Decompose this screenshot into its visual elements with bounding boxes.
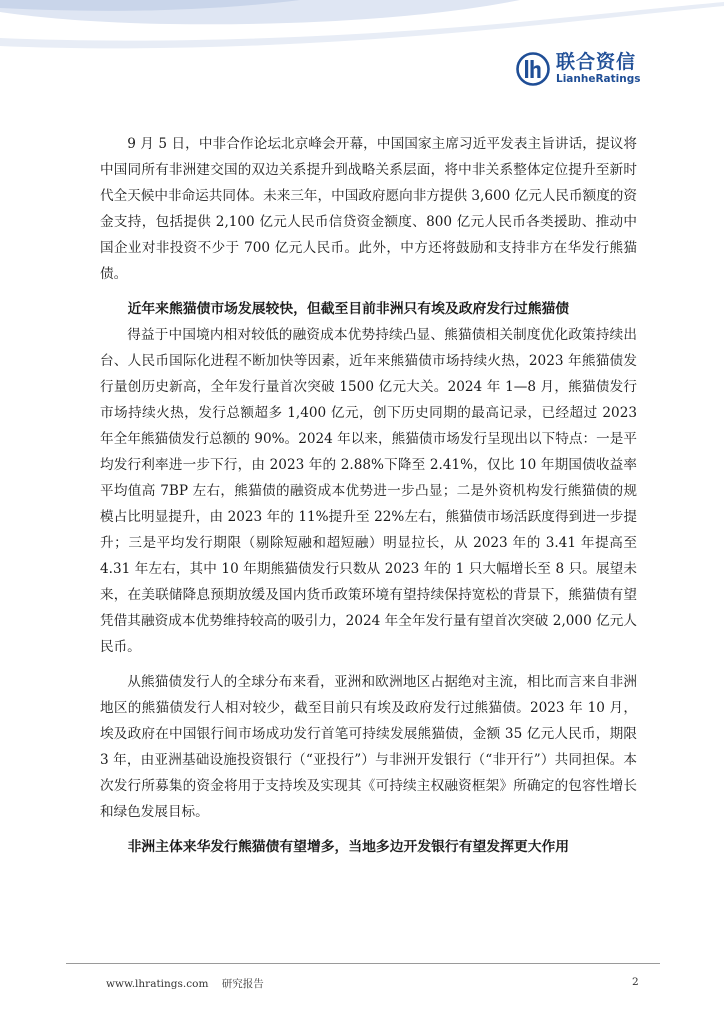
footer-doc-type: 研究报告 [221, 978, 264, 990]
paragraph-forum-summit: 9 月 5 日，中非合作论坛北京峰会开幕，中国国家主席习近平发表主旨讲话，提议将中国同所有非洲建交国的双边关系提升到战略关系层面，将中非关系整体定位提升至新时代全天候中非命运共同体。未来三年，中国政府愿向非方提供 3,600 亿元人民币额度的资金支持，包括提供 2,100 亿元人民币信贷资金额度、800 亿元人民币各类援助、推动中国企业对非投资不少于 700 亿元人民币。此外，中方还将鼓励和支持非方在华发行熊猫债。 [100, 136, 637, 282]
section-heading-panda-bond-market: 近年来熊猫债市场发展较快，但截至目前非洲只有埃及政府发行过熊猫债 [127, 301, 570, 317]
paragraph-market-trends: 得益于中国境内相对较低的融资成本优势持续凸显、熊猫债相关制度优化政策持续出台、人民币国际化进程不断加快等因素，近年来熊猫债市场持续火热，2023 年熊猫债发行量创历史新高，全年发行量首次突破 1500 亿元大关。2024 年 1—8 月，熊猫债发行市场持续火热，发行总额超多 1,400 亿元，创下历史同期的最高记录，已经超过 2023 年全年熊猫债发行总额的 90%。2024 年以来，熊猫债市场发行呈现出以下特点：一是平均发行利率进一步下行，由 2023 年的 2.88%下降至 2.41%，仅比 10 年期国债收益率平均值高 7BP 左右，熊猫债的融资成本优势进一步凸显；二是外资机构发行熊猫债的规模占比明显提升，由 2023 年的 11%提升至 22%左右，熊猫债市场活跃度得到进一步提升；三是平均发行期限（剔除短融和超短融）明显拉长，从 2023 年的 3.41 年提高至 4.31 年左右，其中 10 年期熊猫债发行只数从 2023 年的 1 只大幅增长至 8 只。展望未来，在美联储降息预期放缓及国内货币政策环境有望持续保持宽松的背景下，熊猫债有望凭借其融资成本优势维持较高的吸引力，2024 年全年发行量有望首次突破 2,000 亿元人民币。 [100, 327, 637, 655]
section-heading-african-issuers: 非洲主体来华发行熊猫债有望增多，当地多边开发银行有望发挥更大作用 [127, 839, 570, 855]
logo-english-name: LianheRatings [556, 73, 641, 85]
footer-website-link[interactable]: www.lhratings.com [106, 978, 209, 990]
lianhe-logo-icon [516, 52, 550, 86]
brand-logo [516, 52, 640, 86]
logo-chinese-name: 联合资信 [556, 51, 637, 73]
page-number: 2 [632, 976, 639, 988]
footer-info [106, 976, 274, 991]
paragraph-issuer-distribution: 从熊猫债发行人的全球分布来看，亚洲和欧洲地区占据绝对主流，相比而言来自非洲地区的熊猫债发行人相对较少，截至目前只有埃及政府发行过熊猫债。2023 年 10 月，埃及政府在中国银行间市场成功发行首笔可持续发展熊猫债，金额 35 亿元人民币，期限 3 年，由亚洲基础设施投资银行（“亚投行”）与非洲开发银行（“非开行”）共同担保。本次发行所募集的资金将用于支持埃及实现其《可持续主权融资框架》所确定的包容性增长和绿色发展目标。 [100, 674, 637, 820]
article-body [100, 131, 637, 860]
footer-divider [66, 963, 660, 964]
